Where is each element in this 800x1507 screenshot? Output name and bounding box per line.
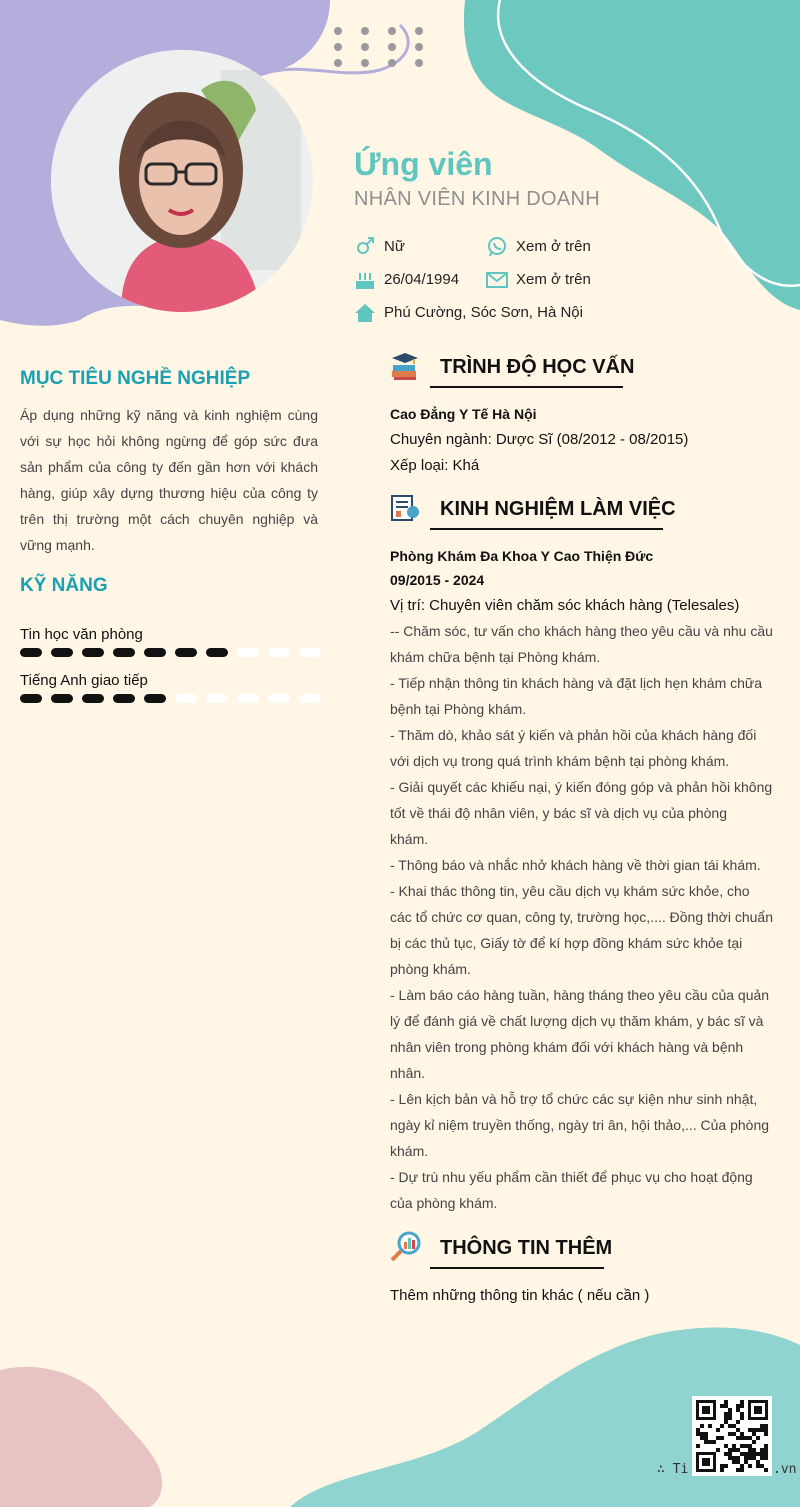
magnifier-chart-icon bbox=[390, 1230, 422, 1262]
experience-description bbox=[390, 618, 773, 1216]
phone-row bbox=[486, 238, 636, 258]
skill-dash-empty bbox=[268, 648, 290, 657]
experience-line: bị các thủ tục, Giấy tờ để kí hợp đồng khám sức khỏe tại bbox=[390, 935, 743, 951]
home-icon bbox=[354, 302, 376, 324]
skill-dash-filled bbox=[20, 648, 42, 657]
birthday-cake-icon bbox=[354, 269, 376, 291]
education-grade: Xếp loại: Khá bbox=[390, 457, 480, 474]
skill-dash-empty bbox=[175, 694, 197, 703]
watermark-left: ∴ Ti bbox=[657, 1462, 689, 1477]
skill-dash-filled bbox=[175, 648, 197, 657]
experience-line: - Giải quyết các khiếu nại, ý kiến đóng góp và phản hồi không bbox=[390, 779, 773, 795]
skill-dash-filled bbox=[144, 694, 166, 703]
graduation-books-icon bbox=[390, 351, 420, 381]
skill-dash-empty bbox=[237, 694, 259, 703]
experience-line: khám. bbox=[390, 831, 429, 847]
candidate-position: NHÂN VIÊN KINH DOANH bbox=[354, 188, 601, 210]
more-underline bbox=[430, 1267, 604, 1269]
email-row bbox=[486, 271, 636, 291]
skill-dash-empty bbox=[206, 694, 228, 703]
experience-line: - Thông báo và nhắc nhở khách hàng về thời gian tái khám. bbox=[390, 857, 761, 873]
experience-line: các tổ chức cơ quan, công ty, trường học,.... Đồng thời chuẩn bbox=[390, 909, 773, 925]
skill-dash-empty bbox=[299, 648, 321, 657]
more-heading: THÔNG TIN THÊM bbox=[440, 1237, 613, 1259]
experience-line: - Thăm dò, khảo sát ý kiến và phản hồi của khách hàng đối bbox=[390, 727, 757, 743]
experience-line: với dịch vụ trong quá trình khám bệnh tại phòng khám. bbox=[390, 753, 730, 769]
experience-line: lý để đánh giá về chất lượng dịch vụ thăm khám, y bác sĩ và bbox=[390, 1013, 764, 1029]
skill-dash-filled bbox=[82, 648, 104, 657]
more-text: Thêm những thông tin khác ( nếu cần ) bbox=[390, 1287, 650, 1304]
email-value: Xem ở trên bbox=[516, 271, 591, 288]
skills-heading: KỸ NĂNG bbox=[20, 575, 108, 596]
skill-dash-filled bbox=[113, 648, 135, 657]
birthday-row bbox=[354, 271, 484, 291]
objective-text: Áp dụng những kỹ năng và kinh nghiệm cùng với sự học hỏi không ngừng để góp sức đưa sản phẩm của công ty đến gần hơn với khách hàng, giúp xây dựng thương hiệu của công ty trên thị trường một cách chuyên nghiệp và vững mạnh. bbox=[20, 407, 318, 553]
skill-dash-filled bbox=[144, 648, 166, 657]
experience-line: - Làm báo cáo hàng tuần, hàng tháng theo yêu cầu của quản bbox=[390, 987, 770, 1003]
experience-line: - Dự trù nhu yếu phẩm cần thiết để phục vụ cho hoạt động bbox=[390, 1169, 753, 1185]
address-value: Phú Cường, Sóc Sơn, Hà Nội bbox=[384, 304, 583, 321]
skill-dash-empty bbox=[268, 694, 290, 703]
experience-line: nhân. bbox=[390, 1065, 426, 1081]
experience-underline bbox=[430, 528, 663, 530]
experience-line: của phòng khám. bbox=[390, 1195, 498, 1211]
experience-role: Vị trí: Chuyên viên chăm sóc khách hàng (Telesales) bbox=[390, 597, 740, 614]
objective-heading: MỤC TIÊU NGHỀ NGHIỆP bbox=[20, 368, 251, 389]
whatsapp-phone-icon bbox=[486, 236, 508, 258]
education-heading: TRÌNH ĐỘ HỌC VẤN bbox=[440, 356, 635, 378]
gender-value: Nữ bbox=[384, 238, 405, 255]
experience-report-icon bbox=[390, 493, 420, 523]
watermark-right: .vn bbox=[773, 1462, 797, 1477]
experience-line: ngày kỉ niệm truyền thống, ngày tri ân, hội thảo,... Của phòng bbox=[390, 1117, 770, 1133]
skill-dash-filled bbox=[206, 648, 228, 657]
experience-heading: KINH NGHIỆM LÀM VIỆC bbox=[440, 498, 676, 520]
experience-line: khám. bbox=[390, 1143, 429, 1159]
skill-dash-filled bbox=[51, 648, 73, 657]
candidate-name: Ứng viên bbox=[354, 146, 493, 182]
experience-line: khám chữa bệnh tại Phòng khám. bbox=[390, 649, 601, 665]
skill-level-bar bbox=[20, 694, 320, 704]
experience-line: phòng khám. bbox=[390, 961, 471, 977]
qr-code bbox=[692, 1396, 772, 1476]
skill-dash-filled bbox=[51, 694, 73, 703]
teal-blob bbox=[464, 0, 800, 310]
skill-dash-empty bbox=[237, 648, 259, 657]
envelope-icon bbox=[486, 269, 508, 291]
address-row bbox=[354, 304, 614, 324]
pink-blob bbox=[0, 1367, 162, 1507]
gender-icon bbox=[354, 236, 376, 258]
skill-dash-empty bbox=[299, 694, 321, 703]
education-major: Chuyên ngành: Dược Sĩ (08/2012 - 08/2015) bbox=[390, 431, 689, 448]
skill-dash-filled bbox=[82, 694, 104, 703]
education-school: Cao Đẳng Y Tế Hà Nội bbox=[390, 406, 537, 422]
experience-line: nhân viên trong phòng khám đối với khách hàng và bệnh bbox=[390, 1039, 744, 1055]
gender-row bbox=[354, 238, 484, 258]
experience-company: Phòng Khám Đa Khoa Y Cao Thiện Đức bbox=[390, 548, 654, 564]
experience-line: tốt về thái độ nhân viên, y bác sĩ và dịch vụ của phòng bbox=[390, 805, 727, 821]
dots-grid bbox=[334, 27, 423, 67]
experience-line: bệnh tại Phòng khám. bbox=[390, 701, 527, 717]
experience-line: -- Chăm sóc, tư vấn cho khách hàng theo yêu cầu và nhu cầu bbox=[390, 623, 773, 639]
birthday-value: 26/04/1994 bbox=[384, 271, 460, 288]
avatar bbox=[51, 50, 313, 312]
skill-dash-filled bbox=[113, 694, 135, 703]
skill-label: Tiếng Anh giao tiếp bbox=[20, 672, 148, 689]
skill-label: Tin học văn phòng bbox=[20, 626, 143, 643]
avatar-photo bbox=[51, 50, 313, 312]
experience-line: - Tiếp nhận thông tin khách hàng và đặt lịch hẹn khám chữa bbox=[390, 675, 763, 691]
experience-line: - Lên kịch bản và hỗ trợ tổ chức các sự kiện như sinh nhật, bbox=[390, 1091, 758, 1107]
experience-line: - Khai thác thông tin, yêu cầu dịch vụ khám sức khỏe, cho bbox=[390, 883, 750, 899]
skill-level-bar bbox=[20, 648, 320, 658]
education-underline bbox=[430, 386, 623, 388]
skill-dash-filled bbox=[20, 694, 42, 703]
phone-value: Xem ở trên bbox=[516, 238, 591, 255]
experience-period: 09/2015 - 2024 bbox=[390, 572, 485, 588]
